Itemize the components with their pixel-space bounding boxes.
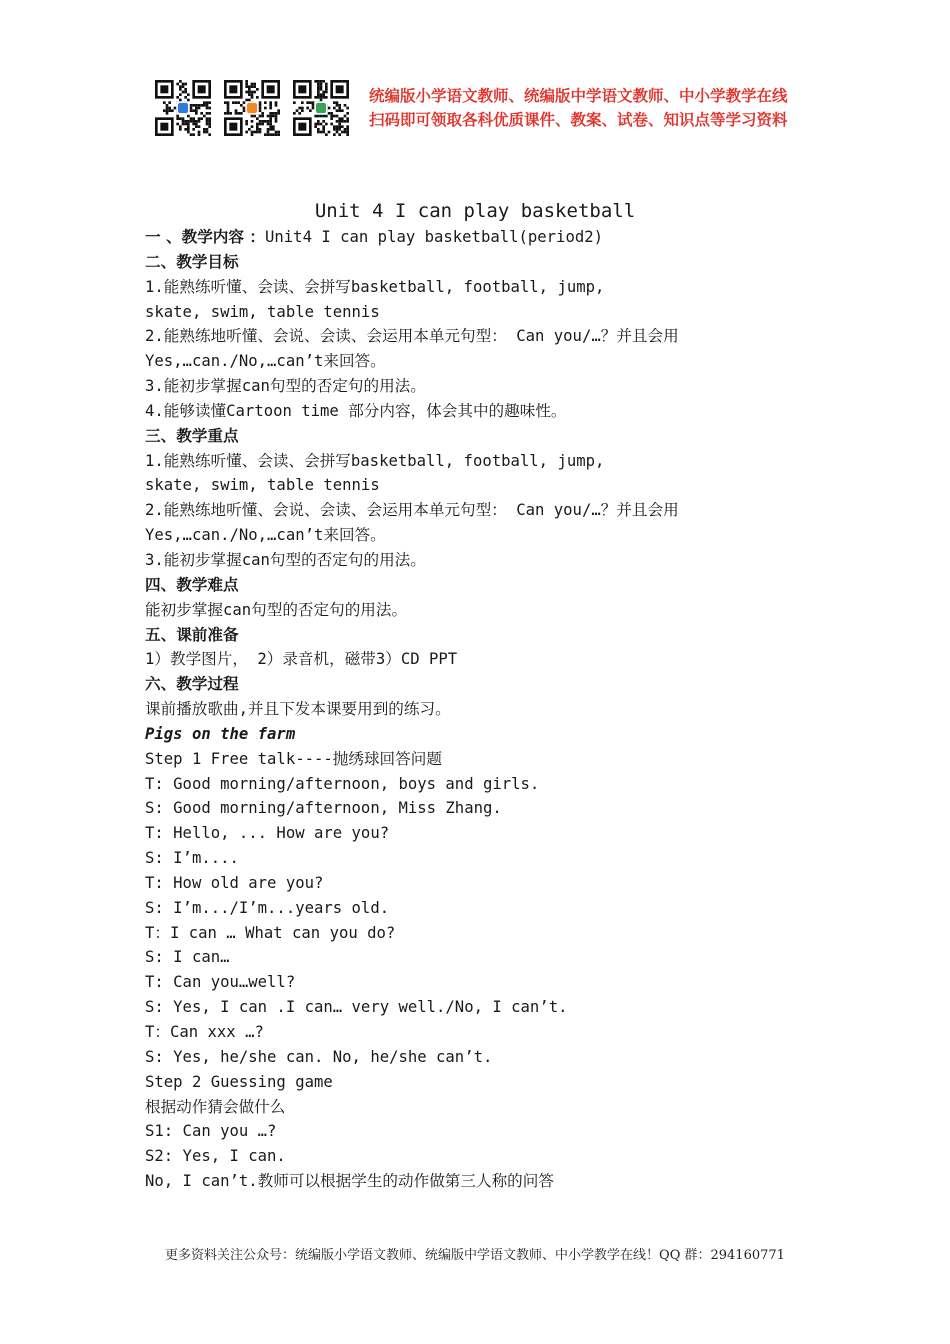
qr-code-icon — [293, 80, 349, 136]
promo-text — [369, 84, 809, 132]
text-line: S: Yes, I can .I can… very well./No, I can’t. — [145, 998, 568, 1017]
text-line: T: Good morning/afternoon, boys and girls. — [145, 774, 540, 793]
text-line: 根据动作猜会做什么 — [145, 1097, 286, 1116]
text-line: 3.能初步掌握can句型的否定句的用法。 — [145, 377, 426, 396]
text-line: Step 2 Guessing game — [145, 1072, 333, 1091]
text-line: Yes,…can./No,…can’t来回答。 — [145, 352, 386, 371]
text-line: 课前播放歌曲,并且下发本课要用到的练习。 — [145, 700, 451, 719]
document-title: Unit 4 I can play basketball — [314, 200, 636, 222]
blue-badge-icon — [178, 103, 188, 113]
promo-line-1: 统编版小学语文教师、统编版中学语文教师、中小学教学在线 — [369, 87, 788, 105]
text-line: 1.能熟练听懂、会读、会拼写basketball, football, jump, — [145, 277, 605, 296]
text-line: 3.能初步掌握can句型的否定句的用法。 — [145, 550, 426, 569]
qr-code-1[interactable] — [155, 80, 211, 136]
text-line: S: Good morning/afternoon, Miss Zhang. — [145, 799, 502, 818]
section-heading: 二、教学目标 — [145, 252, 239, 271]
text-line: S1: Can you …? — [145, 1122, 277, 1141]
section-heading-detail: Unit4 I can play basketball(period2) — [265, 228, 603, 246]
text-line: T：Can xxx …? — [145, 1023, 264, 1041]
text-line: skate, swim, table tennis — [145, 476, 380, 495]
subtitle-line: Pigs on the farm — [145, 724, 296, 743]
text-line: 2.能熟练地听懂、会说、会读、会运用本单元句型： Can you/…？并且会用 — [145, 327, 679, 346]
text-line: S: I’m.... — [145, 849, 239, 868]
text-line: 1）教学图片， 2）录音机，磁带3）CD PPT — [145, 650, 458, 669]
section-heading-line — [145, 225, 815, 250]
text-line: 2.能熟练地听懂、会说、会读、会运用本单元句型： Can you/…？并且会用 — [145, 501, 679, 520]
document-body — [145, 225, 815, 1194]
text-line: skate, swim, table tennis — [145, 302, 380, 321]
section-heading: 五、课前准备 — [145, 625, 239, 644]
qr-code-icon — [224, 80, 280, 136]
page-footer: 更多资料关注公众号：统编版小学语文教师、统编版中学语文教师、中小学教学在线！QQ 群：294160771 — [165, 1248, 785, 1263]
text-line: Step 1 Free talk----抛绣球回答问题 — [145, 749, 442, 768]
text-line: 4.能够读懂Cartoon time 部分内容，体会其中的趣味性。 — [145, 401, 567, 420]
orange-badge-icon — [247, 103, 257, 113]
text-line: No, I can’t.教师可以根据学生的动作做第三人称的问答 — [145, 1172, 554, 1191]
promo-line-2: 扫码即可领取各科优质课件、教案、试卷、知识点等学习资料 — [369, 111, 788, 129]
text-line: Yes,…can./No,…can’t来回答。 — [145, 526, 386, 545]
qr-code-icon — [155, 80, 211, 136]
promo-header — [155, 78, 815, 138]
text-line: S2: Yes, I can. — [145, 1147, 286, 1166]
text-line: S: I’m.../I’m...years old. — [145, 898, 390, 917]
text-line: 能初步掌握can句型的否定句的用法。 — [145, 600, 408, 619]
text-line: T: Hello, ... How are you? — [145, 824, 390, 843]
section-heading: 四、教学难点 — [145, 575, 239, 594]
text-line: T：I can … What can you do? — [145, 923, 396, 942]
text-line: 1.能熟练听懂、会读、会拼写basketball, football, jump, — [145, 451, 605, 470]
section-heading: 一 、教学内容 ： — [145, 228, 266, 246]
text-line: T: Can you…well? — [145, 973, 296, 992]
section-heading: 三、教学重点 — [145, 426, 239, 445]
qr-code-3[interactable] — [293, 80, 349, 136]
text-line: S: I can… — [145, 948, 230, 967]
section-heading: 六、教学过程 — [145, 675, 239, 694]
green-badge-icon — [316, 103, 326, 113]
text-line: T: How old are you? — [145, 873, 324, 892]
text-line: S: Yes, he/she can. No, he/she can’t. — [145, 1047, 493, 1066]
qr-code-2[interactable] — [224, 80, 280, 136]
